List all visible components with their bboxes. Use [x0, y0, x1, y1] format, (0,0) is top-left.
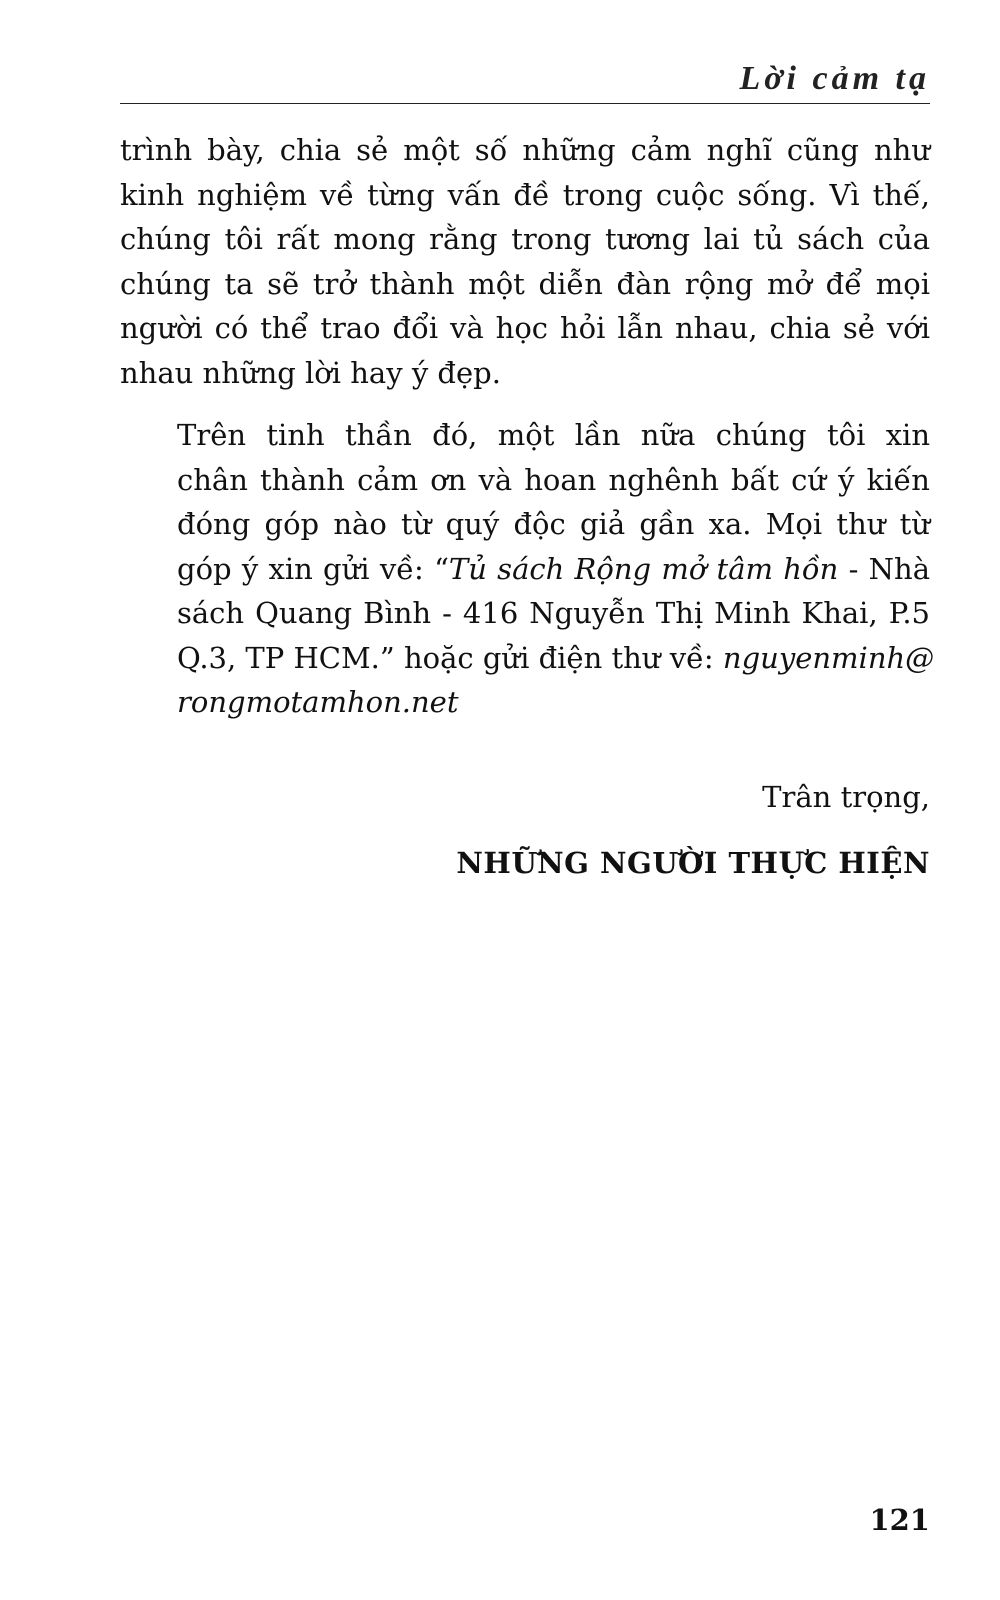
signature: NHỮNG NGƯỜI THỰC HIỆN: [456, 846, 930, 880]
paragraph-1-line: nhau những lời hay ý đẹp.: [120, 355, 501, 390]
bookshelf-name: Tủ sách Rộng mở tâm hồn: [448, 551, 839, 586]
paragraph-1-line: chúng tôi rất mong rằng trong tương lai tủ sách của: [120, 222, 930, 256]
email-address-part-2: rongmotamhon.net: [177, 685, 459, 719]
closing-salutation: Trân trọng,: [762, 780, 930, 814]
text-run: - Nhà: [838, 551, 930, 586]
paragraph-1: [120, 128, 930, 395]
paragraph-2-line: [120, 547, 930, 592]
paragraph-2-line: [120, 636, 935, 681]
paragraph-2-line: đóng góp nào từ quý độc giả gần xa. Mọi thư từ: [177, 507, 930, 541]
running-header-title: Lời cảm tạ: [739, 60, 930, 97]
text-run: góp ý xin gửi về: “: [177, 551, 449, 586]
text-run: Q.3, TP HCM.” hoặc gửi điện thư về:: [177, 640, 723, 675]
paragraph-2-line: sách Quang Bình - 416 Nguyễn Thị Minh Khai, P.5: [177, 596, 930, 630]
email-address-part-1: nguyenminh@: [722, 640, 935, 675]
paragraph-1-line: kinh nghiệm về từng vấn đề trong cuộc sống. Vì thế,: [120, 177, 930, 212]
paragraph-2-line: chân thành cảm ơn và hoan nghênh bất cứ ý kiến: [177, 462, 930, 497]
paragraph-1-line: người có thể trao đổi và học hỏi lẫn nhau, chia sẻ với: [120, 311, 930, 345]
page-number: 121: [869, 1503, 930, 1537]
paragraph-1-line: chúng ta sẽ trở thành một diễn đàn rộng mở để mọi: [120, 266, 930, 301]
paragraph-2: [120, 413, 935, 725]
paragraph-1-line: trình bày, chia sẻ một số những cảm nghĩ cũng như: [120, 133, 930, 167]
header-divider: [120, 103, 930, 104]
paragraph-2-line: Trên tinh thần đó, một lần nữa chúng tôi xin: [177, 418, 930, 452]
